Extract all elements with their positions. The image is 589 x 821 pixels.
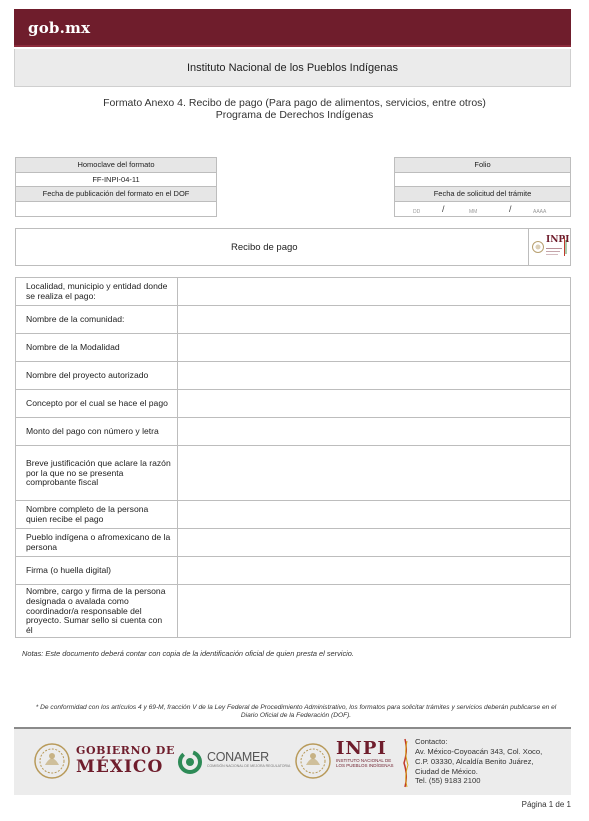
form-row [16,446,570,501]
form-row-field[interactable] [178,446,570,500]
recibo-label: Recibo de pago [231,242,298,253]
date-separator: / [442,203,445,214]
contact-line: Ciudad de México. [415,766,478,776]
form-row [16,334,570,362]
conamer-subtitle: COMISIÓN NACIONAL DE MEJORA REGULATORIA [207,764,291,768]
inpi-footer-subtitle: INSTITUTO NACIONAL DE LOS PUEBLOS INDÍGENAS [336,758,394,768]
form-row-field[interactable] [178,585,570,637]
program-title: Programa de Derechos Indígenas [215,109,374,121]
form-row-label: Nombre, cargo y firma de la persona designada o avalada como coordinador/a responsable del proyecto. Sumar sello si cuenta con él [16,585,178,637]
contact-line: Av. México-Coyoacán 343, Col. Xoco, [415,746,543,756]
mexico-coat-of-arms-icon [32,740,72,782]
form-row-field[interactable] [178,418,570,445]
date-separator: / [509,203,512,214]
homoclave-label: Homoclave del formato [16,158,216,173]
contact-block [415,737,542,786]
page-number: Página 1 de 1 [521,800,571,809]
form-row-field[interactable] [178,362,570,389]
institution-name: Instituto Nacional de los Pueblos Indígenas [187,62,398,74]
brand-logo[interactable]: gob.mx [28,19,91,37]
logo-subline [546,248,562,249]
institution-bar [14,49,571,87]
form-row-field[interactable] [178,557,570,584]
gob-line1: GOBIERNO DE [76,744,175,757]
form-row [16,529,570,557]
form-row-label: Localidad, municipio y entidad donde se realiza el pago: [16,278,178,305]
form-row-label: Concepto por el cual se hace el pago [16,390,178,417]
fecha-solicitud-label: Fecha de solicitud del trámite [395,187,570,202]
form-row-label: Nombre completo de la persona quien recibe el pago [16,501,178,528]
form-table [15,277,571,638]
legal-footnote: * De conformidad con los artículos 4 y 69-M, fracción V de la Ley Federal de Procedimiento Administrativo, los formatos para solicitar trámites y servicios deberán publicarse en el Diario Oficial de la Federación (DOF). [35,704,557,720]
form-row [16,418,570,446]
form-row-field[interactable] [178,334,570,361]
form-row [16,557,570,585]
folio-field[interactable] [395,173,570,188]
form-row-label: Pueblo indígena o afromexicano de la persona [16,529,178,556]
form-row-label: Nombre de la comunidad: [16,306,178,333]
conamer-logo-text: CONAMER [207,750,269,764]
form-row [16,501,570,529]
format-info-box [15,157,217,217]
inpi-logo-text: INPI [546,235,570,245]
form-row-label: Monto del pago con número y letra [16,418,178,445]
form-row-field[interactable] [178,501,570,528]
inpi-coat-of-arms-icon [293,740,333,782]
top-bar [14,9,571,47]
form-row [16,390,570,418]
form-row-label: Firma (o huella digital) [16,557,178,584]
form-row-label: Nombre de la Modalidad [16,334,178,361]
month-placeholder: MM [469,208,478,215]
form-row-label: Nombre del proyecto autorizado [16,362,178,389]
inpi-logo [528,229,570,265]
year-placeholder: AAAA [533,208,547,215]
contact-phone: Tel. (55) 9183 2100 [415,776,481,786]
form-row [16,278,570,306]
logo-subline [546,254,558,255]
form-row-field[interactable] [178,278,570,305]
form-row-field[interactable] [178,529,570,556]
day-placeholder: DD [413,208,421,215]
logo-subline [546,251,560,252]
fecha-publicacion-field[interactable] [16,202,216,217]
recibo-header [15,228,571,266]
folio-box [394,157,571,217]
contact-title: Contacto: [415,737,448,746]
document-title: Formato Anexo 4. Recibo de pago (Para pago de alimentos, servicios, entre otros) [103,97,486,109]
fecha-solicitud-field[interactable] [395,202,570,217]
folio-label: Folio [395,158,570,173]
form-row-field[interactable] [178,390,570,417]
inpi-footer-logo: INPI [336,738,387,759]
homoclave-value: FF-INPI-04-11 [16,173,216,188]
gobierno-de-mexico-logo [76,744,175,777]
form-row-field[interactable] [178,306,570,333]
conamer-icon [177,749,203,775]
form-row [16,585,570,637]
contact-line: C.P. 03330, Alcaldía Benito Juárez, [415,756,534,766]
fecha-publicacion-label: Fecha de publicación del formato en el DOF [16,187,216,202]
notes: Notas: Este documento deberá contar con copia de la identificación oficial de quien presta el servicio. [22,649,354,658]
gob-line2: MÉXICO [76,757,164,777]
inpi-ribbon-icon [402,737,410,789]
form-row [16,306,570,334]
form-row-label: Breve justificación que aclare la razón por la que no se presenta comprobante fiscal [16,446,178,500]
footer [14,727,571,795]
form-row [16,362,570,390]
